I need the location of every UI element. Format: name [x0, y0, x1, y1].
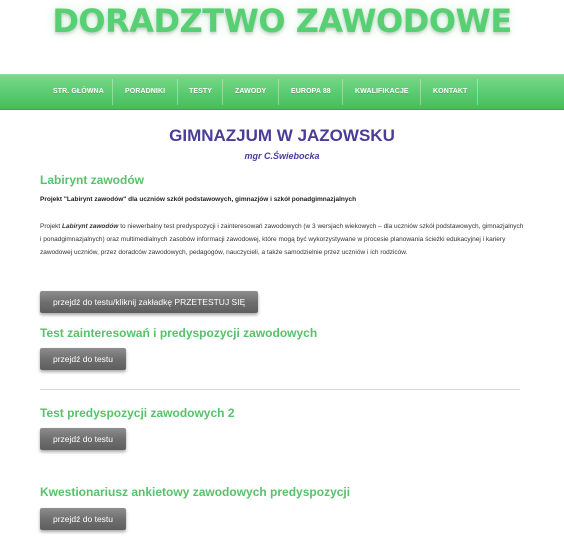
section-divider — [40, 389, 520, 390]
page-title: GIMNAZJUM W JAZOWSKU — [169, 126, 395, 145]
section-intro: Projekt "Labirynt zawodów" dla uczniów szkół podstawowych, gimnazjów i szkół ponadgimnazjalnych — [40, 196, 357, 203]
nav-item-contact[interactable]: KONTAKT — [433, 88, 468, 95]
nav-item-europa[interactable]: EUROPA 88 — [291, 88, 331, 95]
nav-separator — [112, 79, 113, 105]
nav-separator — [222, 79, 223, 105]
nav-item-qualifications[interactable]: KWALIFIKACJE — [355, 88, 409, 95]
section-heading-interests: Test zainteresowań i predyspozycji zawodowych — [40, 326, 318, 340]
nav-separator — [278, 79, 279, 105]
nav-item-home[interactable]: STR. GŁÓWNA — [53, 88, 104, 95]
desc-body: to niewerbalny test predyspozycji i zainteresowań zawodowych (w 3 wersjach wiekowych – dla uczniów szkół podstawowych, gimnazjalnych i ponadgimnazjalnych) oraz multimedialnych zasobów informacji zawodowej, które mogą być wykorzystywane w procesie planowania ścieżki edukacyjnej i kariery zawodowej uczniów, przez doradców zawodowych, pedagogów, nauczycieli, a także samodzielnie przez uczniów i ich rodziców. — [40, 223, 524, 256]
main-nav — [0, 74, 564, 110]
go-to-test-button-4[interactable]: przejdź do testu — [40, 508, 126, 530]
nav-separator — [477, 79, 478, 105]
section-heading-labirynt: Labirynt zawodów — [40, 173, 145, 187]
site-header — [0, 0, 564, 72]
go-to-test-button-2[interactable]: przejdź do testu — [40, 348, 126, 370]
desc-emphasis: Labirynt zawodów — [62, 223, 119, 230]
site-title[interactable]: DORADZTWO ZAWODOWE — [52, 2, 512, 40]
section-heading-questionnaire: Kwestionariusz ankietowy zawodowych predyspozycji — [40, 485, 351, 499]
page-subtitle: mgr C.Świebocka — [244, 151, 320, 161]
section-heading-predispositions-2: Test predyspozycji zawodowych 2 — [40, 406, 235, 420]
nav-separator — [420, 79, 421, 105]
go-to-test-button-3[interactable]: przejdź do testu — [40, 428, 126, 450]
desc-prefix: Projekt — [40, 223, 63, 230]
nav-item-tests[interactable]: TESTY — [189, 88, 213, 95]
nav-separator — [177, 79, 178, 105]
nav-item-guides[interactable]: PORADNIKI — [125, 88, 166, 95]
nav-item-professions[interactable]: ZAWODY — [235, 88, 267, 95]
nav-separator — [342, 79, 343, 105]
go-to-test-button-1[interactable]: przejdź do testu/kliknij zakładkę PRZETESTUJ SIĘ — [40, 291, 258, 313]
section-description — [40, 220, 524, 259]
